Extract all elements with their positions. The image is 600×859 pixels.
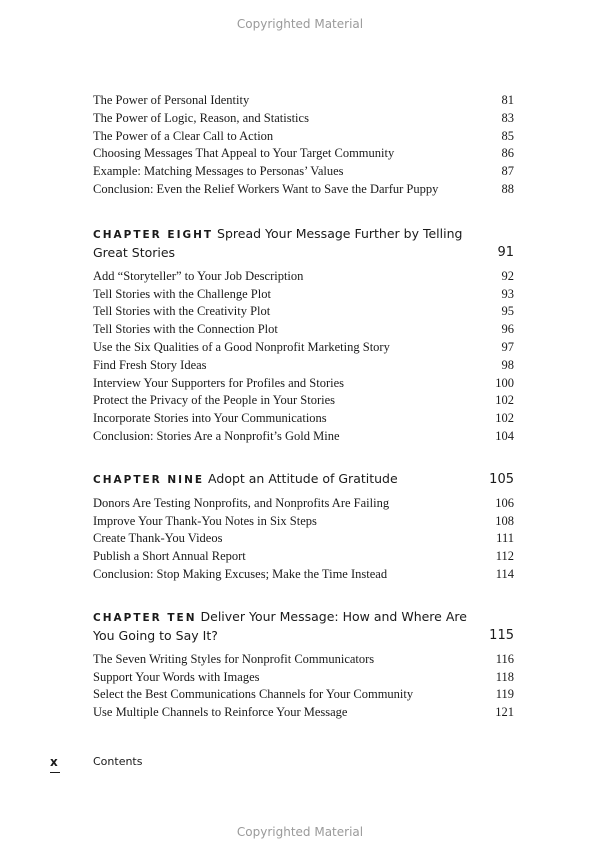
- page-number: x: [50, 755, 58, 769]
- watermark-bottom: Copyrighted Material: [236, 825, 364, 839]
- entry-page: 104: [495, 428, 514, 443]
- entry-page: 92: [501, 268, 514, 283]
- entry-page: 95: [501, 304, 514, 319]
- entry-page: 81: [501, 93, 514, 107]
- toc-entry: [93, 145, 514, 163]
- entry-title: Add “Storyteller” to Your Job Description: [93, 268, 304, 283]
- toc-entry: [93, 530, 514, 548]
- chapter-page: 105: [489, 471, 514, 487]
- entry-title: Improve Your Thank-You Notes in Six Steps: [93, 513, 317, 528]
- toc-content: [93, 92, 514, 722]
- continued-section: [93, 92, 514, 199]
- entry-title: Conclusion: Stop Making Excuses; Make the Time Instead: [93, 566, 388, 581]
- toc-entry: [93, 392, 514, 410]
- entry-title: The Power of Logic, Reason, and Statistics: [93, 110, 309, 125]
- toc-entry: [93, 92, 514, 110]
- entry-page: 121: [495, 705, 514, 720]
- entry-title: Use Multiple Channels to Reinforce Your Message: [93, 705, 348, 720]
- entry-title: Incorporate Stories into Your Communications: [93, 411, 327, 426]
- entry-page: 96: [501, 322, 514, 337]
- chapter-page: 115: [489, 627, 514, 643]
- toc-entry: [93, 181, 514, 199]
- toc-entry: [93, 339, 514, 357]
- entry-page: 100: [495, 375, 514, 390]
- toc-entry: [93, 513, 514, 531]
- entry-title: Conclusion: Stories Are a Nonprofit’s Gold Mine: [93, 428, 340, 443]
- entry-title: Donors Are Testing Nonprofits, and Nonprofits Are Failing: [93, 495, 390, 510]
- entry-title: Tell Stories with the Challenge Plot: [93, 286, 271, 301]
- entry-page: 97: [501, 339, 514, 354]
- toc-entry: [93, 669, 514, 687]
- entry-title: Find Fresh Story Ideas: [93, 357, 207, 372]
- running-head: Contents: [93, 755, 143, 768]
- entry-title: Example: Matching Messages to Personas’ Values: [93, 164, 344, 179]
- entry-page: 111: [496, 531, 514, 546]
- watermark-top: Copyrighted Material: [236, 17, 364, 31]
- entry-page: 118: [495, 669, 514, 684]
- entry-page: 85: [501, 128, 514, 143]
- toc-entry: [93, 548, 514, 566]
- entry-page: 87: [501, 164, 514, 179]
- entry-title: Interview Your Supporters for Profiles and Stories: [93, 375, 345, 390]
- chapter-heading: [93, 225, 514, 262]
- entry-page: 86: [501, 146, 514, 161]
- toc-entry: [93, 566, 514, 584]
- toc-entry: [93, 128, 514, 146]
- entry-page: 102: [495, 411, 514, 426]
- chapter-heading: [93, 470, 514, 489]
- chapter-label: CHAPTER EIGHT: [93, 228, 214, 241]
- entry-title: Use the Six Qualities of a Good Nonprofit Marketing Story: [93, 339, 390, 354]
- entry-title: The Power of Personal Identity: [93, 93, 250, 107]
- chapter-label: CHAPTER NINE: [93, 473, 205, 486]
- chapter-title: Deliver Your Message: How and Where Are You Going to Say It?: [93, 608, 467, 643]
- entry-title: Publish a Short Annual Report: [93, 549, 246, 564]
- toc-entry: [93, 268, 514, 286]
- entry-title: Tell Stories with the Creativity Plot: [93, 304, 271, 319]
- entry-title: The Power of a Clear Call to Action: [93, 128, 274, 143]
- entry-page: 93: [501, 286, 514, 301]
- toc-entry: [93, 686, 514, 704]
- page-number-rule: [50, 772, 60, 773]
- entry-title: Select the Best Communications Channels for Your Community: [93, 687, 414, 702]
- entry-title: Conclusion: Even the Relief Workers Want to Save the Darfur Puppy: [93, 181, 439, 196]
- chapter-ten-section: [93, 608, 514, 722]
- entry-title: Protect the Privacy of the People in Your Stories: [93, 393, 335, 408]
- toc-entry: [93, 357, 514, 375]
- toc-entry: [93, 410, 514, 428]
- toc-entry: [93, 375, 514, 393]
- chapter-title: Adopt an Attitude of Gratitude: [208, 470, 398, 486]
- entry-page: 83: [501, 110, 514, 125]
- chapter-heading: [93, 608, 514, 645]
- toc-entry: [93, 286, 514, 304]
- entry-title: Create Thank-You Videos: [93, 531, 223, 546]
- entry-page: 102: [495, 393, 514, 408]
- entry-page: 112: [495, 549, 514, 564]
- entry-page: 106: [495, 495, 514, 510]
- toc-entry: [93, 303, 514, 321]
- chapter-nine-section: [93, 470, 514, 584]
- chapter-page: 91: [497, 244, 514, 260]
- entry-page: 108: [495, 513, 514, 528]
- toc-entry: [93, 163, 514, 181]
- toc-entry: [93, 704, 514, 722]
- toc-entry: [93, 428, 514, 446]
- entry-title: The Seven Writing Styles for Nonprofit Communicators: [93, 651, 375, 666]
- entry-page: 88: [501, 181, 514, 196]
- toc-entry: [93, 651, 514, 669]
- chapter-title: Spread Your Message Further by Telling Great Stories: [93, 225, 463, 260]
- toc-entry: [93, 321, 514, 339]
- entry-page: 114: [495, 566, 514, 581]
- entry-title: Tell Stories with the Connection Plot: [93, 322, 278, 337]
- entry-page: 98: [501, 357, 514, 372]
- entry-title: Choosing Messages That Appeal to Your Target Community: [93, 146, 395, 161]
- entry-page: 119: [495, 687, 514, 702]
- toc-entry: [93, 495, 514, 513]
- toc-entry: [93, 110, 514, 128]
- chapter-eight-section: [93, 225, 514, 446]
- chapter-label: CHAPTER TEN: [93, 611, 197, 624]
- entry-title: Support Your Words with Images: [93, 669, 260, 684]
- entry-page: 116: [495, 651, 514, 666]
